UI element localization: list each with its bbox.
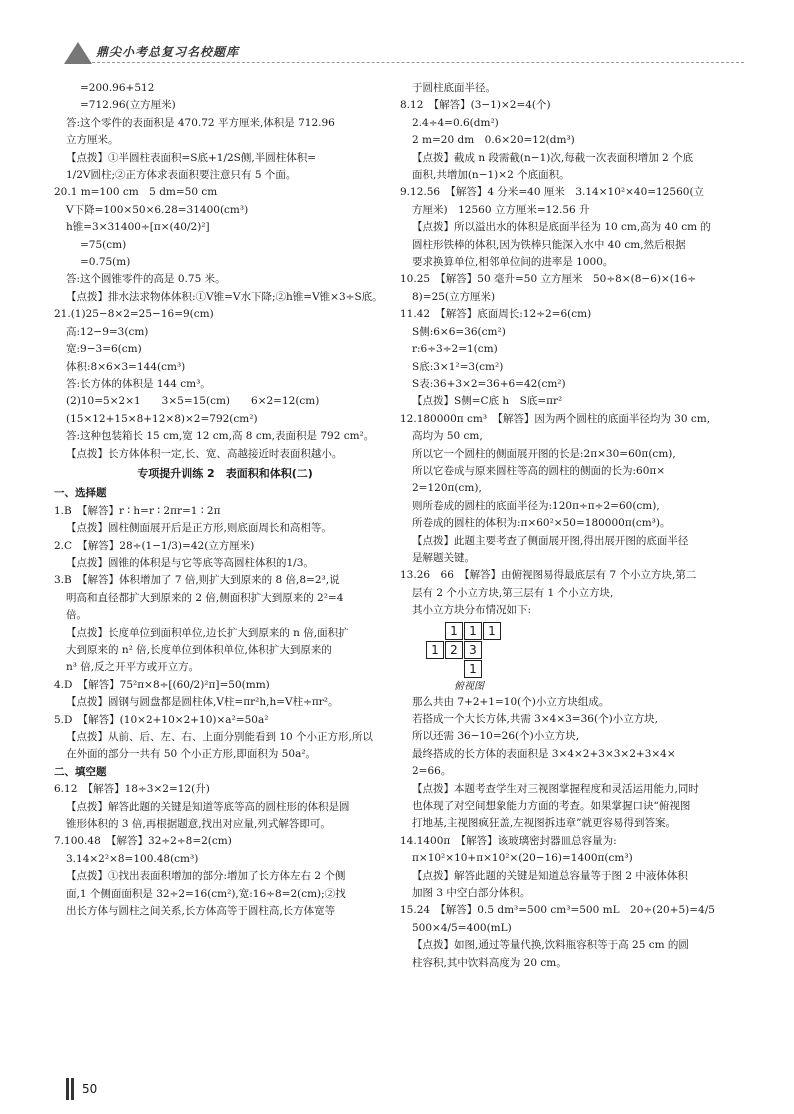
text-line: 12.180000π cm³ 【解答】因为两个圆柱的底面半径均为 30 cm, <box>400 412 711 425</box>
text-line: 要求换算单位,相邻单位间的进率是 1000。 <box>412 256 614 269</box>
figure-cell: 1 <box>464 622 482 640</box>
text-line: 宽:9−3=6(cm) <box>66 343 142 356</box>
text-line: 11.42 【解答】底面周长:12÷2=6(cm) <box>400 308 592 321</box>
text-line: 出长方体与圆柱之间关系,长方体高等于圆柱高,长方体宽等 <box>66 905 336 918</box>
figure-cell: 1 <box>445 622 463 640</box>
text-line: 一、选择题 <box>54 487 107 500</box>
top-view-figure <box>426 620 742 694</box>
text-line: 倍。 <box>66 609 87 622</box>
text-line: 加图 3 中空白部分体积。 <box>412 887 531 900</box>
figure-cell: 3 <box>464 641 482 659</box>
text-line: 答:这个零件的表面积是 470.72 平方厘米,体积是 712.96 <box>66 116 335 129</box>
text-line: 【点拨】长方体体积一定,长、宽、高越接近时表面积越小。 <box>66 447 343 460</box>
figure-caption: 俯视图 <box>454 680 484 692</box>
text-line: 【点拨】①半圆柱表面积=S底+1/2S侧,半圆柱体积= <box>66 151 317 164</box>
text-line: 2.C 【解答】28÷(1−1/3)=42(立方厘米) <box>54 539 255 552</box>
text-line: 1/2V圆柱;②正方体求表面积要注意只有 5 个面。 <box>66 169 297 182</box>
text-line: 面积,共增加(n−1)×2 个底面积。 <box>412 169 570 182</box>
text-line: S底:3×1²=3(cm²) <box>412 360 504 373</box>
text-line: 21.(1)25−8×2=25−16=9(cm) <box>54 308 214 321</box>
text-line: 【点拨】如图,通过等量代换,饮料瓶容积等于高 25 cm 的圆 <box>412 939 689 952</box>
text-line: S侧:6×6=36(cm²) <box>412 325 506 338</box>
text-line: 所以它一个圆柱的侧面展开图的长是:2π×30=60π(cm), <box>412 447 676 460</box>
text-line: 锥形体积的 3 倍,再根据题意,找出对应量,列式解答即可。 <box>66 818 331 831</box>
text-line: =200.96+512 <box>80 82 155 94</box>
text-line: 所以它卷成与原来圆柱等高的圆柱的侧面的长为:60π× <box>412 464 666 477</box>
text-line: 体积:8×6×3=144(cm³) <box>66 360 186 373</box>
text-line: 2.4÷4=0.6(dm²) <box>412 116 499 129</box>
figure-cell: 1 <box>426 641 444 659</box>
text-line: 8)=25(立方厘米) <box>412 290 496 303</box>
text-line: 1.B 【解答】r ∶ h=r ∶ 2πr=1 ∶ 2π <box>54 504 221 517</box>
text-line: 3.14×2²×8=100.48(cm³) <box>66 852 199 865</box>
right-column <box>400 80 742 972</box>
text-line: 500×4/5=400(mL) <box>412 921 512 934</box>
text-line: 2=120π(cm), <box>412 482 482 495</box>
page-header <box>64 38 744 66</box>
text-line: 8.12 【解答】(3−1)×2=4(个) <box>400 99 551 112</box>
text-line: =712.96(立方厘米) <box>80 99 176 112</box>
text-line: 4.D 【解答】75²π×8÷[(60/2)²π]=50(mm) <box>54 678 270 691</box>
text-line: 【点拨】圆锥的体积是与它等底等高圆柱体积的1/3。 <box>66 556 314 569</box>
text-line: 二、填空题 <box>54 765 107 778</box>
text-line: 所以还需 36−10=26(个)小立方块, <box>412 730 580 743</box>
text-line: 高均为 50 cm, <box>412 430 483 443</box>
text-line: S表:36+3×2=36+6=42(cm²) <box>412 377 566 390</box>
text-line: 7.100.48 【解答】32÷2÷8=2(cm) <box>54 835 232 848</box>
text-line: 其小立方块分布情况如下: <box>412 604 532 617</box>
text-line: 20.1 m=100 cm 5 dm=50 cm <box>54 186 218 199</box>
text-line: r:6÷3÷2=1(cm) <box>412 343 498 356</box>
text-line: 9.12.56 【解答】4 分米=40 厘米 3.14×10²×40=12560(立 <box>400 186 705 199</box>
right-column-text-a <box>400 80 742 620</box>
text-line: 立方厘米。 <box>66 134 119 147</box>
text-line: 答:这个圆锥零件的高是 0.75 米。 <box>66 273 226 286</box>
text-line: 15.24 【解答】0.5 dm³=500 cm³=500 mL 20÷(20+5)=4/5 <box>400 904 715 917</box>
footer-bars-icon <box>66 1078 74 1100</box>
text-line: 则所卷成的圆柱的底面半径为:120π÷π÷2=60(cm), <box>412 499 660 512</box>
text-line: 最终搭成的长方体的表面积是 3×4×2+3×3×2+3×4× <box>412 747 676 760</box>
text-line: 是解题关键。 <box>412 551 475 564</box>
figure-cell: 1 <box>483 622 501 640</box>
text-line: 5.D 【解答】(10×2+10×2+10)×a²=50a² <box>54 713 269 726</box>
text-line: 【点拨】排水法求物体体积:①V锥=V水下降;②h锥=V锥×3÷S底。 <box>66 290 383 303</box>
text-line: 答:这种包装箱长 15 cm,宽 12 cm,高 8 cm,表面积是 792 cm²。 <box>66 430 375 443</box>
text-line: 圆柱形铁棒的体积,因为铁棒只能深入水中 40 cm,然后根据 <box>412 238 686 251</box>
text-line: 【点拨】S侧=C底 h S底=πr² <box>412 395 563 408</box>
text-line: 【点拨】解答此题的关键是知道总容量等于图 2 中液体体积 <box>412 869 688 882</box>
text-line: 【点拨】所以溢出水的体积是底面半径为 10 cm,高为 40 cm 的 <box>412 221 711 234</box>
text-line: 在外面的部分一共有 50 个小正方形,即面积为 50a²。 <box>66 748 317 761</box>
text-line: 【点拨】解答此题的关键是知道等底等高的圆柱形的体积是圆 <box>66 800 350 813</box>
text-line: =75(cm) <box>80 238 127 251</box>
text-line: 专项提升训练 2 表面积和体积(二) <box>137 466 313 480</box>
text-line: 2=66。 <box>412 765 452 778</box>
text-line: 10.25 【解答】50 毫升=50 立方厘米 50÷8×(8−6)×(16÷ <box>400 273 697 286</box>
text-line: 答:长方体的体积是 144 cm³。 <box>66 377 211 390</box>
text-line: =0.75(m) <box>80 256 131 269</box>
text-line: 所卷成的圆柱的体积为:π×60²×50=180000π(cm³)。 <box>412 517 671 530</box>
text-line: 【点拨】①找出表面积增加的部分:增加了长方体左右 2 个侧 <box>66 870 346 883</box>
text-line: 【点拨】长度单位到面积单位,边长扩大到原来的 n 倍,面积扩 <box>66 626 349 639</box>
text-line: 大到原来的 n² 倍,长度单位到体积单位,体积扩大到原来的 <box>66 644 332 656</box>
text-line: 于圆柱底面半径。 <box>412 82 496 94</box>
page-number: 50 <box>82 1082 98 1096</box>
text-line: (15×12+15×8+12×8)×2=792(cm²) <box>66 412 258 425</box>
text-line: 层有 2 个小立方块,第三层有 1 个小立方块, <box>412 586 614 599</box>
text-line: n³ 倍,反之开平方或开立方。 <box>66 661 200 674</box>
figure-cell: 1 <box>464 660 482 678</box>
text-line: 【点拨】圆柱侧面展开后是正方形,则底面周长和高相等。 <box>66 522 332 535</box>
text-line: 14.1400π 【解答】该玻璃密封器皿总容量为: <box>400 834 617 847</box>
text-line: 面,1 个侧面面积是 32÷2=16(cm²),宽:16÷8=2(cm);②找 <box>66 887 346 900</box>
text-line: 【点拨】本题考查学生对三视图掌握程度和灵活运用能力,同时 <box>412 782 699 795</box>
text-line: (2)10=5×2×1 3×5=15(cm) 6×2=12(cm) <box>66 395 320 408</box>
right-column-text-b <box>400 694 742 973</box>
text-line: V下降=100×50×6.28=31400(cm³) <box>66 203 249 216</box>
header-triangle-icon <box>64 42 92 64</box>
text-line: h锥=3×31400÷[π×(40/2)²] <box>66 221 210 234</box>
text-line: π×10²×10+π×10²×(20−16)=1400π(cm³) <box>412 852 633 865</box>
text-line: 高:12−9=3(cm) <box>66 325 149 338</box>
text-line: 【点拨】截成 n 段需截(n−1)次,每截一次表面积增加 2 个底 <box>412 151 694 164</box>
text-line: 【点拨】从前、后、左、右、上面分别能看到 10 个小正方形,所以 <box>66 731 373 744</box>
text-line: 若搭成一个大长方体,共需 3×4×3=36(个)小立方块, <box>412 713 659 725</box>
text-line: 也体现了对空间想象能力方面的考查。如果掌握口诀“俯视图 <box>412 800 691 813</box>
text-line: 【点拨】此题主要考查了侧面展开图,得出展开图的底面半径 <box>412 534 689 547</box>
text-line: 柱容积,其中饮料高度为 20 cm。 <box>412 956 567 969</box>
left-column <box>54 80 396 921</box>
figure-cell: 2 <box>445 641 463 659</box>
text-line: 方厘米) 12560 立方厘米=12.56 升 <box>412 203 590 216</box>
text-line: 明高和直径都扩大到原来的 2 倍,侧面积扩大到原来的 2²=4 <box>66 591 344 604</box>
text-line: 【点拨】圆钢与圆盘都是圆柱体,V柱=πr²h,h=V柱÷πr²。 <box>66 696 339 709</box>
text-line: 那么共由 7+2+1=10(个)小立方块组成。 <box>412 695 610 708</box>
text-line: 2 m=20 dm 0.6×20=12(dm³) <box>412 134 575 147</box>
text-line: 6.12 【解答】18÷3×2=12(升) <box>54 783 210 796</box>
header-rule <box>92 62 744 63</box>
text-line: 3.B 【解答】体积增加了 7 倍,则扩大到原来的 8 倍,8=2³,说 <box>54 574 340 587</box>
text-line: 打地基,主视图疯狂盖,左视图拆违章”就更容易得到答案。 <box>412 817 677 830</box>
text-line: 13.26 66 【解答】由俯视图易得最底层有 7 个小立方块,第二 <box>400 569 697 582</box>
header-title: 鼎尖小考总复习名校题库 <box>96 45 240 59</box>
